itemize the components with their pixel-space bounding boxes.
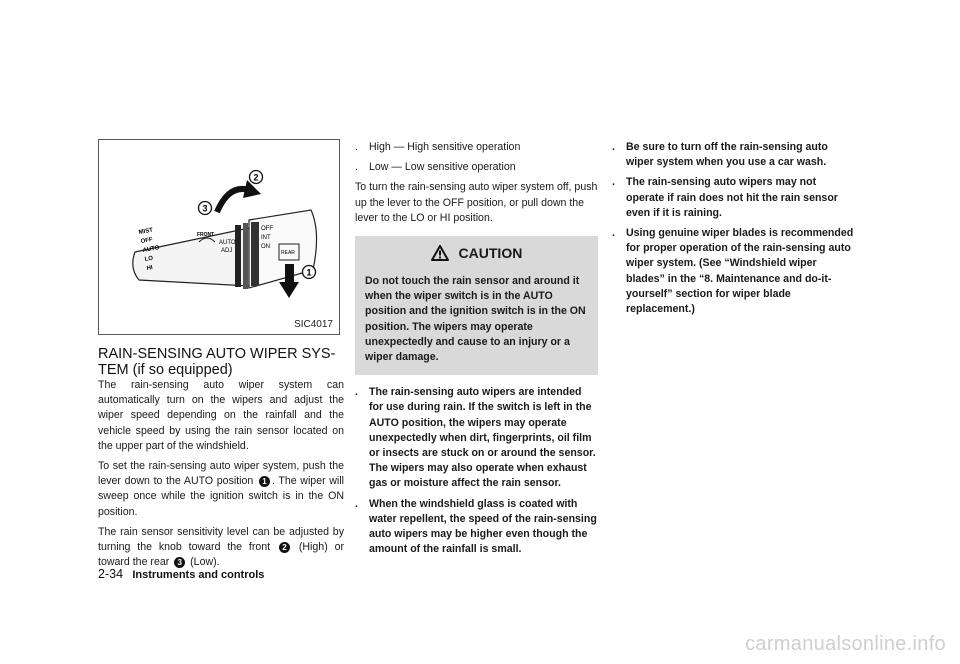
page-number: 2-34 <box>98 567 124 581</box>
sensitivity-text-a: The rain sensor sensitivity level can be adjusted by turning the knob toward the front <box>98 525 344 554</box>
caution-bullet-b: When the windshield glass is coated with water repellent, the speed of the rain-sensing auto wipers may be higher even though the amount of the rainfall is small. <box>369 497 597 556</box>
bullet-high-text: High — High sensitive operation <box>369 141 521 153</box>
list-item <box>355 160 598 175</box>
warning-triangle-icon <box>431 245 449 261</box>
car-wash-bullet: Be sure to turn off the rain-sensing auto wiper system when you use a car wash. <box>626 141 828 169</box>
bullet-dot: . <box>355 497 358 510</box>
sensitivity-text-b: (High) or toward the rear <box>98 541 344 569</box>
rain-not-hit-bullet: The rain-sensing auto wipers may not operate if rain does not hit the rain sensor even if it is raining. <box>626 176 838 219</box>
caution-text: Do not touch the rain sensor and around it when the wiper switch is in the AUTO position and the ignition switch is in the ON position. The wipers may operate unexpectedly and cause to an injury or a wiper damage. <box>365 275 586 364</box>
list-item <box>612 140 854 170</box>
ref-callout-2: 2 <box>279 542 290 553</box>
label-rear: REAR <box>281 250 295 256</box>
section-heading-line2: TEM (if so equipped) <box>98 362 233 378</box>
wiper-lever-figure <box>98 139 340 335</box>
page-footer <box>98 567 264 581</box>
label-lo: LO <box>144 255 154 263</box>
column-2 <box>355 140 598 562</box>
set-auto-paragraph <box>98 459 344 520</box>
list-item <box>612 175 854 221</box>
bullet-dot: . <box>355 141 358 153</box>
label-off-right: OFF <box>261 226 273 232</box>
intro-paragraph: The rain-sensing auto wiper system can automatically turn on the wipers and adjust the wiper speed depending on the rainfall and the vehicle speed by using the rain sensor located on the upper part of the windshield. <box>98 379 344 452</box>
list-item <box>355 385 598 491</box>
label-off-left: OFF <box>140 236 154 245</box>
turn-off-paragraph: To turn the rain-sensing auto wiper system off, push up the lever to the OFF position, or pull down the lever to the LO or HI position. <box>355 181 598 224</box>
bullet-dot: . <box>355 161 358 174</box>
label-adj: ADJ <box>221 248 233 254</box>
watermark: carmanualsonline.info <box>745 633 946 655</box>
list-item <box>355 140 598 155</box>
caution-bullet-a: The rain-sensing auto wipers are intended for use during rain. If the switch is left in the AUTO position, the wipers may operate unexpectedly when dirt, fingerprints, oil film or insects are stuck on or around the sensor. The wipers may also operate when exhaust gas or moisture affect the rain sensor. <box>369 386 596 490</box>
bullet-low-text: Low — Low sensitive operation <box>369 161 516 174</box>
caution-title: CAUTION <box>458 245 523 262</box>
callout-1: 1 <box>306 267 312 278</box>
wiper-lever-illustration <box>99 140 339 334</box>
bullet-dot: . <box>612 227 615 240</box>
section-heading-line1: RAIN-SENSING AUTO WIPER SYS- <box>98 346 336 362</box>
label-on: ON <box>261 244 270 250</box>
callout-2: 2 <box>253 172 259 183</box>
footer-section-name: Instruments and controls <box>132 569 265 581</box>
label-auto-left: AUTO <box>142 245 160 254</box>
caution-box <box>355 236 598 375</box>
sensitivity-paragraph <box>98 525 344 571</box>
list-item <box>612 226 854 317</box>
label-front: FRONT <box>197 232 215 238</box>
bullet-dot: . <box>355 386 358 399</box>
figure-code: SIC4017 <box>294 319 333 330</box>
label-mist: MIST <box>138 227 154 236</box>
label-hi: HI <box>146 265 154 272</box>
column-3 <box>612 140 854 322</box>
ref-callout-1: 1 <box>259 476 270 487</box>
caution-heading <box>365 244 588 262</box>
bullet-dot: . <box>612 176 615 189</box>
callout-3: 3 <box>202 203 208 214</box>
column-1 <box>98 378 344 575</box>
ref-callout-3: 3 <box>174 557 185 568</box>
genuine-blades-bullet: Using genuine wiper blades is recommended for proper operation of the rain-sensing auto wiper system. (See “Windshield wiper blades” in the “8. Maintenance and do-it-yourself” section for wiper blade replacement.) <box>626 227 854 316</box>
list-item <box>355 497 598 558</box>
set-auto-text-b: . The wiper will sweep once while the ignition switch is in the ON position. <box>98 475 344 518</box>
bullet-dot: . <box>612 141 615 153</box>
label-auto-adj: AUTO <box>219 240 236 246</box>
sensitivity-text-c: (Low). <box>190 556 220 569</box>
set-auto-text-a: To set the rain-sensing auto wiper system, push the lever down to the AUTO position <box>98 460 344 488</box>
label-int: INT <box>261 235 271 241</box>
section-heading <box>98 346 348 378</box>
